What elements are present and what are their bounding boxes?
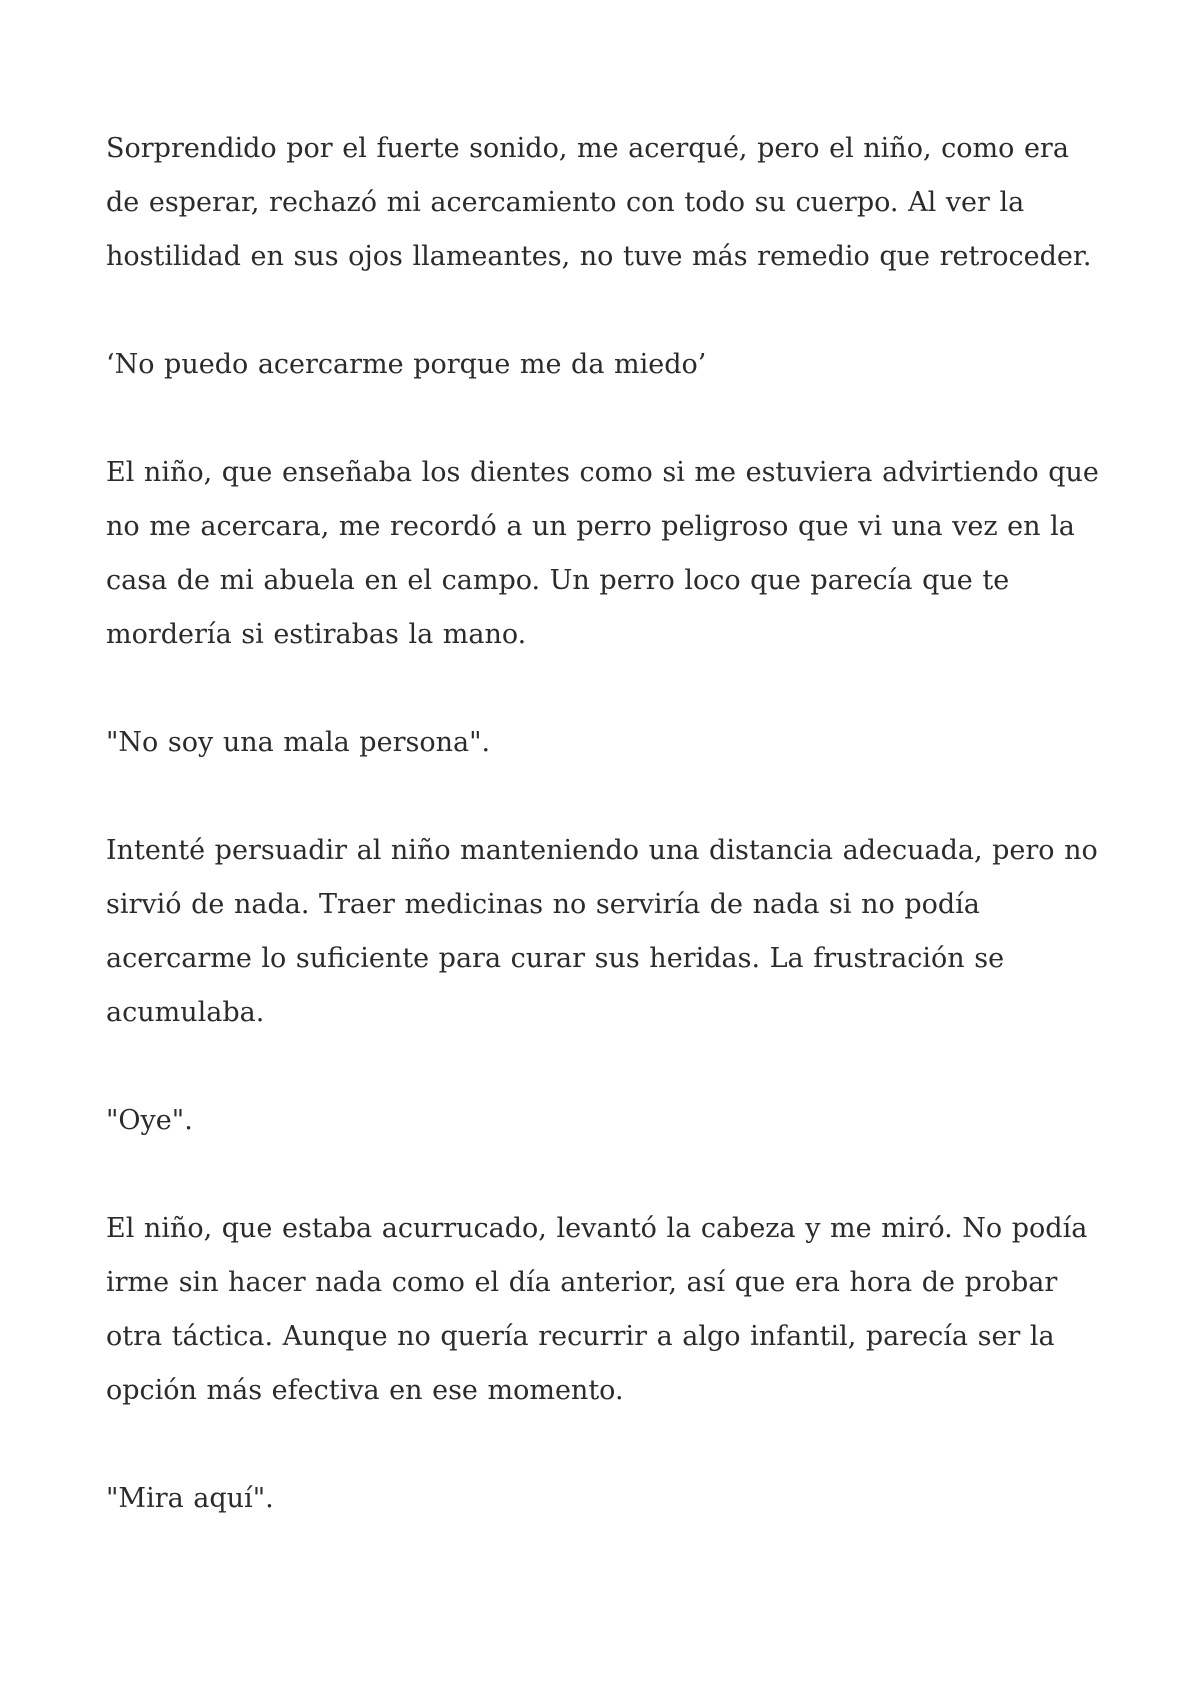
paragraph-3: El niño, que enseñaba los dientes como si me estuviera advirtiendo que no me acercara, me recordó a un perro peligroso que vi una vez en la casa de mi abuela en el campo. Un perro loco que parecía que te mordería si estirabas la mano. — [106, 457, 1099, 650]
paragraph-4: "No soy una mala persona". — [106, 727, 491, 758]
paragraph-2: ‘No puedo acercarme porque me da miedo’ — [106, 349, 707, 380]
paragraph-1: Sorprendido por el fuerte sonido, me acerqué, pero el niño, como era de esperar, rechazó mi acercamiento con todo su cuerpo. Al ver la hostilidad en sus ojos llameantes, no tuve más remedio que retroceder. — [106, 133, 1092, 272]
body-text — [106, 122, 1106, 1580]
paragraph-6: "Oye". — [106, 1105, 193, 1136]
paragraph-8: "Mira aquí". — [106, 1483, 274, 1514]
paragraph-7: El niño, que estaba acurrucado, levantó la cabeza y me miró. No podía irme sin hacer nada como el día anterior, así que era hora de probar otra táctica. Aunque no quería recurrir a algo infantil, parecía ser la opción más efectiva en ese momento. — [106, 1213, 1088, 1406]
paragraph-5: Intenté persuadir al niño manteniendo una distancia adecuada, pero no sirvió de nada. Traer medicinas no serviría de nada si no podía acercarme lo suficiente para curar sus heridas. La frustración se acumulaba. — [106, 835, 1098, 1028]
